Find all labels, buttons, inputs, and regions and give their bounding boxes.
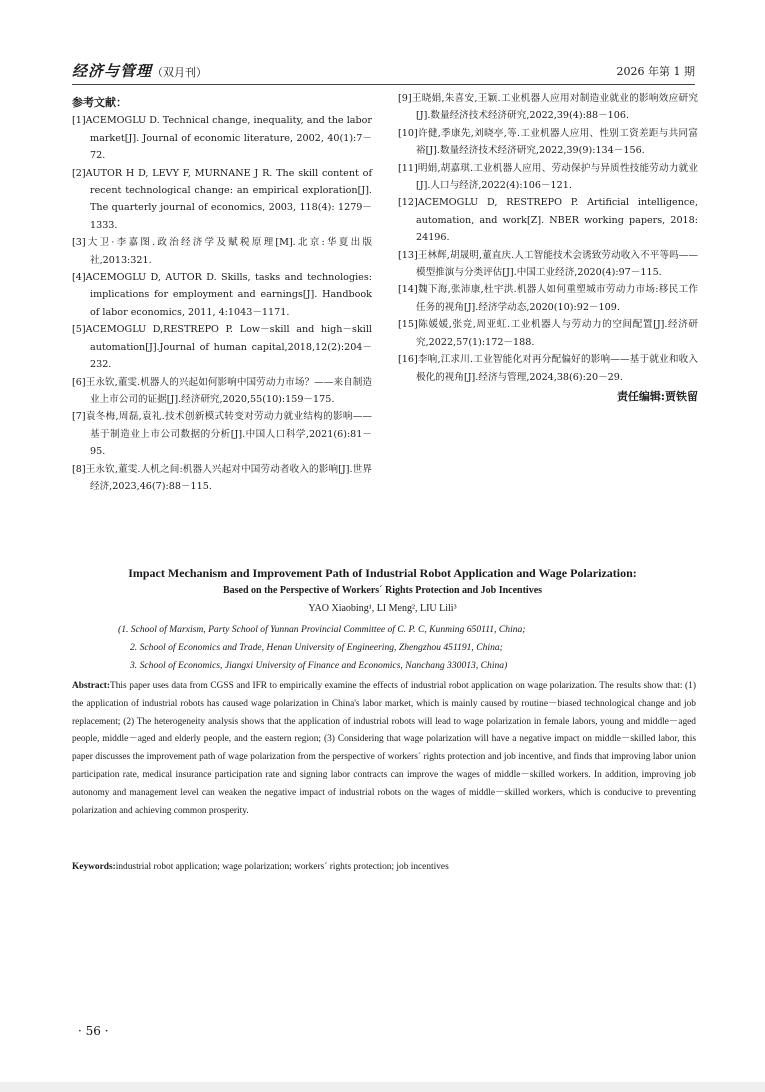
responsible-editor: 责任编辑:贾铁留 bbox=[616, 389, 698, 403]
references-column-right bbox=[398, 90, 698, 405]
abstract-label: Abstract: bbox=[72, 681, 111, 691]
reference-item: [12]ACEMOGLU D, RESTREPO P. Artificial intelligence, automation, and work[Z]. NBER working papers, 2018: 24196. bbox=[398, 197, 698, 244]
keywords-label: Keywords: bbox=[72, 862, 116, 872]
reference-item: [2]AUTOR H D, LEVY F, MURNANE J R. The skill content of recent technological change: an empirical exploration[J]. The quarterly journal of economics, 2003, 118(4): 1279－1333. bbox=[72, 167, 372, 231]
affiliations bbox=[118, 621, 526, 675]
reference-item: [15]陈媛媛,张竞,周亚虹.工业机器人与劳动力的空间配置[J].经济研究,2022,57(1):172－188. bbox=[398, 319, 698, 348]
journal-frequency: （双月刊） bbox=[152, 66, 208, 79]
references-column-left bbox=[72, 94, 372, 495]
english-subtitle: Based on the Perspective of Workers´ Rights Protection and Job Incentives bbox=[222, 585, 543, 596]
affiliation-1: (1. School of Marxism, Party School of Yunnan Provincial Committee of C. P. C, Kunming 650111, China; bbox=[118, 624, 526, 635]
reference-item: [4]ACEMOGLU D, AUTOR D. Skills, tasks and technologies: implications for employment and earnings[J]. Handbook of labor economics, 2011, 4:1043－1171. bbox=[72, 272, 372, 318]
reference-item: [10]许健,季康先,刘晓亭,等.工业机器人应用、性别工资差距与共同富裕[J].数量经济技术经济研究,2022,39(9):134－156. bbox=[398, 127, 698, 157]
affiliation-3: 3. School of Economics, Jiangxi University of Finance and Economics, Nanchang 330013, China) bbox=[130, 660, 508, 671]
journal-name: 经济与管理（双月刊） bbox=[72, 62, 208, 80]
page-number: · 56 · bbox=[78, 1024, 109, 1038]
issue-label: 2026 年第 1 期 bbox=[616, 65, 695, 78]
reference-item: [13]王林辉,胡晟明,董直庆.人工智能技术会诱致劳动收入不平等吗——模型推演与分类评估[J].中国工业经济,2020(4):97－115. bbox=[398, 249, 698, 279]
reference-item: [9]王晓娟,朱喜安,王颖.工业机器人应用对制造业就业的影响效应研究[J].数量经济技术经济研究,2022,39(4):88－106. bbox=[398, 93, 698, 122]
affiliation-2: 2. School of Economics and Trade, Henan University of Engineering, Zhengzhou 451191, China; bbox=[130, 642, 503, 653]
reference-item: [11]明娟,胡嘉琪.工业机器人应用、劳动保护与异质性技能劳动力就业[J].人口与经济,2022(4):106－121. bbox=[398, 162, 698, 192]
reference-item: [8]王永钦,董雯.人机之间:机器人兴起对中国劳动者收入的影响[J].世界经济,2023,46(7):88－115. bbox=[72, 463, 372, 492]
abstract-text: This paper uses data from CGSS and IFR to empirically examine the effects of industrial robot application on wage polarization. The results show that: (1) the application of industrial robots has caused wage polarization in China's labor market, which is mainly caused by routine－biased technological change and job replacement; (2) The heterogeneity analysis shows that the application of industrial robots will lead to wage polarization in female labors, young and middle－aged people, middle－aged and elderly people, and the eastern region; (3) Considering that wage polarization will have a negative impact on middle－skilled labor, this paper discusses the improvement path of wage polarization from the perspective of workers´ rights protection and job incentive, and finds that improving labor union participation rate, medical insurance participation rate and signing labor contracts can improve the wages of middle－skilled workers. In addition, improving job autonomy and management level can weaken the negative impact of industrial robots on the wages of middle－skilled workers, which is conducive to preventing polarization and achieving common prosperity. bbox=[72, 681, 696, 816]
viewer-bottom-bar bbox=[0, 1082, 765, 1092]
reference-item: [5]ACEMOGLU D,RESTREPO P. Low－skill and high－skill automation[J].Journal of human capital,2018,12(2):204－232. bbox=[72, 324, 372, 371]
reference-item: [7]袁冬梅,周磊,袁礼.技术创新模式转变对劳动力就业结构的影响——基于制造业上市公司数据的分析[J].中国人口科学,2021(6):81－95. bbox=[72, 411, 372, 458]
reference-item: [3]大卫·李嘉图.政治经济学及赋税原理[M].北京:华夏出版社,2013:321. bbox=[72, 237, 372, 266]
reference-item: [1]ACEMOGLU D. Technical change, inequality, and the labor market[J]. Journal of economic literature, 2002, 40(1):7－72. bbox=[72, 115, 372, 162]
author-list: YAO Xiaobing¹, LI Meng², LIU Lili³ bbox=[308, 603, 457, 614]
reference-item: [16]李响,江求川.工业智能化对再分配偏好的影响——基于就业和收入极化的视角[J].经济与管理,2024,38(6):20－29. bbox=[398, 354, 698, 383]
english-keywords bbox=[72, 862, 696, 872]
keywords-text: industrial robot application; wage polarization; workers´ rights protection; job incentives bbox=[115, 862, 449, 872]
reference-item: [6]王永钦,董雯.机器人的兴起如何影响中国劳动力市场？——来自制造业上市公司的证据[J].经济研究,2020,55(10):159－175. bbox=[72, 376, 372, 405]
english-title: Impact Mechanism and Improvement Path of Industrial Robot Application and Wage Polarization: bbox=[128, 566, 637, 580]
english-abstract bbox=[72, 678, 696, 820]
running-header bbox=[72, 60, 695, 85]
references-title: 参考文献： bbox=[72, 96, 127, 109]
reference-item: [14]魏下海,张沛康,杜宇洪.机器人如何重塑城市劳动力市场:移民工作任务的视角[J].经济学动态,2020(10):92－109. bbox=[398, 284, 698, 313]
